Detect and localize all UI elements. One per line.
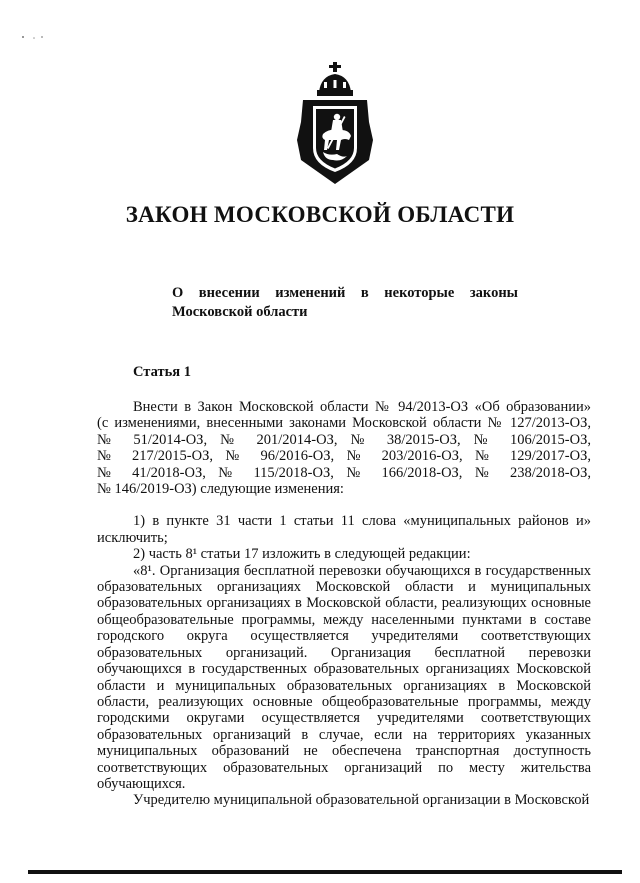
page-bottom-rule [28,870,622,874]
body-text-line: соответствующих образовательных организаций по месту жительства [97,759,591,776]
subtitle-line: Московской области [172,304,308,320]
body-text-line: № 51/2014-ОЗ, № 201/2014-ОЗ, № 38/2015-ОЗ, № 106/2015-ОЗ, [97,431,591,448]
body-text-line: № 146/2019-ОЗ) следующие изменения: [97,481,344,498]
body-text-line: (с изменениями, внесенными законами Московской области № 127/2013-ОЗ, [97,415,591,432]
body-text-line: «8¹. Организация бесплатной перевозки обучающихся в государственных [133,562,591,579]
body-text-line: городского округа осуществляется учредителями соответствующих [97,628,591,645]
paragraph-gap [97,497,591,513]
coat-of-arms-icon [289,60,381,188]
body-text-line: № 41/2018-ОЗ, № 115/2018-ОЗ, № 166/2018-ОЗ, № 238/2018-ОЗ, [97,464,591,481]
body-text-line: 1) в пункте 31 части 1 статьи 11 слова «муниципальных районов и» [133,513,591,530]
body-text-line: исключить; [97,529,168,546]
body-text-line: обучающихся в государственных образовательных организациях Московской [97,661,591,678]
document-title: ЗАКОН МОСКОВСКОЙ ОБЛАСТИ [125,202,515,227]
body-text-line: области, реализующих основные общеобразовательные программы, между [97,693,591,710]
body-text-line: № 217/2015-ОЗ, № 96/2016-ОЗ, № 203/2016-ОЗ, № 129/2017-ОЗ, [97,448,591,465]
body-text-line: обучающихся. [97,775,186,792]
body-text-line: образовательных организациях в Московской области, реализующих основные [97,595,591,612]
body-text-line: Учредителю муниципальной образовательной организации в Московской [133,792,590,809]
body-text-line: Внести в Закон Московской области № 94/2013-ОЗ «Об образовании» [133,399,591,415]
body-text-line: образовательных организаций в случае, если на территориях указанных [97,726,591,743]
body-text-line: образовательных организациях Московской области и муниципальных [97,579,591,596]
body-text-line: 2) часть 8¹ статьи 17 изложить в следующей редакции: [133,546,471,563]
body-text-line: общеобразовательные программы, между населенными пунктами в составе [97,611,591,628]
subtitle-line: О внесении изменений в некоторые законы [172,285,518,301]
body-text-line: муниципальных образований не обеспечена транспортная доступность [97,743,591,760]
scan-artifact-mark [20,34,46,40]
document-subtitle [172,284,518,322]
article-body [97,399,591,809]
body-text-line: образовательных организаций. Организация бесплатной перевозки [97,644,591,661]
article-heading: Статья 1 [133,364,191,380]
body-text-line: городскими округами осуществляется учредителями соответствующих [97,710,591,727]
body-text-line: области и муниципальных образовательных организациях в Московской [97,677,591,694]
